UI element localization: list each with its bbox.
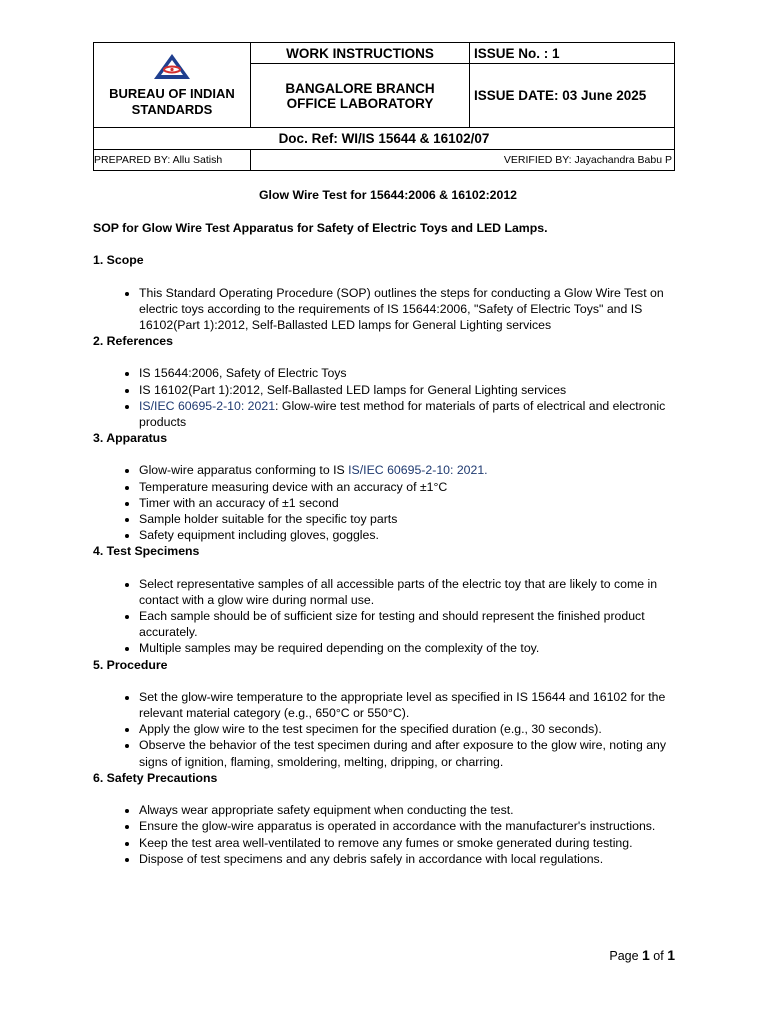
page-total: 1 bbox=[667, 947, 675, 963]
bis-logo-icon bbox=[151, 52, 193, 82]
document-title: Glow Wire Test for 15644:2006 & 16102:2012 bbox=[258, 188, 518, 202]
apparatus-heading: 3. Apparatus bbox=[93, 431, 168, 446]
document-body bbox=[93, 180, 683, 867]
standard-link[interactable]: IS/IEC 60695-2-10: 2021 bbox=[139, 398, 276, 413]
list-item: • Multiple samples may be required depending on the complexity of the toy. bbox=[139, 640, 683, 656]
list-item bbox=[139, 462, 683, 478]
list-item: • Always wear appropriate safety equipment when conducting the test. bbox=[139, 802, 683, 818]
org-name-line1: BUREAU OF INDIAN bbox=[109, 86, 235, 101]
branch-line1: BANGALORE BRANCH bbox=[285, 80, 435, 96]
list-item: • Timer with an accuracy of ±1 second bbox=[139, 495, 683, 511]
doc-ref-cell: Doc. Ref: WI/IS 15644 & 16102/07 bbox=[94, 128, 675, 150]
scope-list bbox=[93, 285, 683, 334]
references-list bbox=[93, 365, 683, 430]
list-item: • Ensure the glow-wire apparatus is operated in accordance with the manufacturer's instructions. bbox=[139, 818, 683, 834]
list-item: • This Standard Operating Procedure (SOP) outlines the steps for conducting a Glow Wire Test on electric toys according to the requirements of IS 15644:2006, "Safety of Electric Toys" and IS 16102(Part 1):2012, Self-Ballasted LED lamps for General Lighting services bbox=[139, 285, 683, 334]
list-item: • Sample holder suitable for the specific toy parts bbox=[139, 511, 683, 527]
list-item: • Set the glow-wire temperature to the appropriate level as specified in IS 15644 and 16102 for the relevant material category (e.g., 650°C or 550°C). bbox=[139, 689, 683, 721]
page-footer bbox=[609, 947, 675, 963]
header-table bbox=[93, 42, 675, 171]
list-item: • Safety equipment including gloves, goggles. bbox=[139, 527, 683, 543]
document-subtitle: SOP for Glow Wire Test Apparatus for Safety of Electric Toys and LED Lamps. bbox=[93, 221, 548, 236]
org-name-line2: STANDARDS bbox=[131, 102, 213, 117]
work-instructions-cell: WORK INSTRUCTIONS bbox=[251, 43, 470, 64]
list-item: • Each sample should be of sufficient size for testing and should represent the finished product accurately. bbox=[139, 608, 683, 640]
safety-heading: 6. Safety Precautions bbox=[93, 770, 218, 785]
procedure-heading: 5. Procedure bbox=[93, 657, 168, 672]
apparatus-text: Glow-wire apparatus conforming to IS bbox=[139, 463, 349, 478]
page-word: Page bbox=[609, 949, 643, 963]
safety-list bbox=[93, 802, 683, 867]
prepared-by-cell: PREPARED BY: Allu Satish bbox=[94, 150, 251, 171]
apparatus-list bbox=[93, 462, 683, 543]
list-item: • Dispose of test specimens and any debris safely in accordance with local regulations. bbox=[139, 851, 683, 867]
procedure-list bbox=[93, 689, 683, 770]
specimens-heading: 4. Test Specimens bbox=[93, 544, 200, 559]
list-item: • Observe the behavior of the test specimen during and after exposure to the glow wire, noting any signs of ignition, flaming, smoldering, melting, dripping, or charring. bbox=[139, 737, 683, 769]
issue-date-cell: ISSUE DATE: 03 June 2025 bbox=[470, 64, 675, 128]
branch-cell bbox=[251, 64, 470, 128]
list-item: • IS 15644:2006, Safety of Electric Toys bbox=[139, 365, 683, 381]
scope-heading: 1. Scope bbox=[93, 253, 144, 268]
page-number: 1 bbox=[642, 947, 650, 963]
verified-by-cell: VERIFIED BY: Jayachandra Babu P bbox=[251, 150, 675, 171]
list-item: • Select representative samples of all accessible parts of the electric toy that are likely to come in contact with a glow wire during normal use. bbox=[139, 576, 683, 608]
specimens-list bbox=[93, 576, 683, 657]
reference-text: : Glow-wire test method for materials of parts of electrical and electronic products bbox=[139, 398, 666, 430]
of-word: of bbox=[649, 949, 668, 963]
standard-link[interactable]: IS/IEC 60695-2-10: 2021. bbox=[348, 463, 488, 478]
references-heading: 2. References bbox=[93, 334, 173, 349]
list-item: • Keep the test area well-ventilated to remove any fumes or smoke generated during testing. bbox=[139, 835, 683, 851]
list-item: • Apply the glow wire to the test specimen for the specified duration (e.g., 30 seconds). bbox=[139, 721, 683, 737]
list-item: • Temperature measuring device with an accuracy of ±1°C bbox=[139, 479, 683, 495]
list-item: • IS 16102(Part 1):2012, Self-Ballasted LED lamps for General Lighting services bbox=[139, 382, 683, 398]
issue-no-cell: ISSUE No. : 1 bbox=[470, 43, 675, 64]
branch-line2: OFFICE LABORATORY bbox=[286, 95, 434, 111]
list-item bbox=[139, 398, 683, 430]
logo-cell bbox=[94, 43, 251, 128]
